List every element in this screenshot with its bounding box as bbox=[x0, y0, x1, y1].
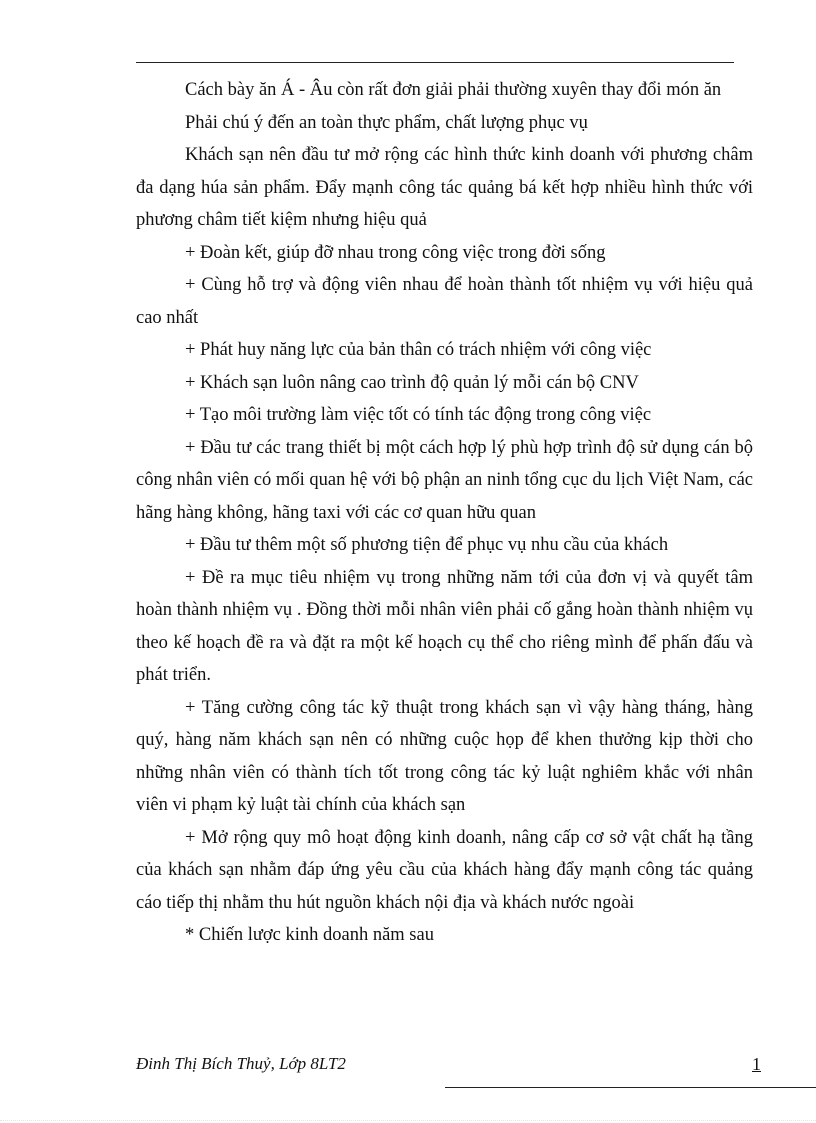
paragraph: + Đề ra mục tiêu nhiệm vụ trong những năm tới của đơn vị và quyết tâm hoàn thành nhiệm vụ . Đồng thời mỗi nhân viên phải cố gắng hoàn thành nhiệm vụ theo kế hoạch đề ra và đặt ra một kế hoạch cụ thể cho riêng mình để phấn đấu và phát triển. bbox=[136, 567, 753, 685]
paragraph: * Chiến lược kinh doanh năm sau bbox=[185, 925, 434, 945]
paragraph: Khách sạn nên đầu tư mở rộng các hình thức kinh doanh với phương châm đa dạng húa sản phẩm. Đẩy mạnh công tác quảng bá kết hợp nhiều hình thức với phương châm tiết kiệm nhưng hiệu quả bbox=[136, 145, 753, 230]
paragraph: + Cùng hỗ trợ và động viên nhau để hoàn thành tốt nhiệm vụ với hiệu quả cao nhất bbox=[136, 275, 753, 328]
footer-author: Đinh Thị Bích Thuỷ, Lớp 8LT2 bbox=[136, 1054, 346, 1073]
footer-rule bbox=[445, 1087, 816, 1088]
paragraph: + Tăng cường công tác kỹ thuật trong khách sạn vì vậy hàng tháng, hàng quý, hàng năm khách sạn nên có những cuộc họp để khen thưởng kịp thời cho những nhân viên có thành tích tốt trong công tác kỷ luật nghiêm khắc với nhân viên vi phạm kỷ luật tài chính của khách sạn bbox=[136, 697, 753, 815]
paragraph: + Mở rộng quy mô hoạt động kinh doanh, nâng cấp cơ sở vật chất hạ tầng của khách sạn nhằm đáp ứng yêu cầu của khách hàng đẩy mạnh công tác quảng cáo tiếp thị nhằm thu hút nguồn khách nội địa và khách nước ngoài bbox=[136, 827, 753, 913]
paragraph: + Đoàn kết, giúp đỡ nhau trong công việc trong đời sống bbox=[185, 242, 606, 263]
paragraph: Phải chú ý đến an toàn thực phẩm, chất lượng phục vụ bbox=[185, 112, 588, 133]
paragraph: + Đầu tư các trang thiết bị một cách hợp lý phù hợp trình độ sử dụng cán bộ công nhân viên có mối quan hệ với bộ phận an ninh tổng cục du lịch Việt Nam, các hãng hàng không, hãng taxi với các cơ quan hữu quan bbox=[136, 437, 753, 523]
paragraph: + Đầu tư thêm một số phương tiện để phục vụ nhu cầu của khách bbox=[185, 535, 669, 555]
page-edge bbox=[0, 1120, 816, 1121]
header-rule bbox=[136, 62, 734, 63]
paragraph: + Tạo môi trường làm việc tốt có tính tác động trong công việc bbox=[185, 405, 652, 425]
paragraph: + Phát huy năng lực của bản thân có trách nhiệm với công việc bbox=[185, 340, 652, 360]
body-text bbox=[136, 74, 753, 952]
page-number: 1 bbox=[752, 1054, 761, 1074]
paragraph: Cách bày ăn Á - Âu còn rất đơn giải phải thường xuyên thay đổi món ăn bbox=[185, 80, 722, 100]
paragraph: + Khách sạn luôn nâng cao trình độ quản lý mỗi cán bộ CNV bbox=[185, 372, 639, 393]
